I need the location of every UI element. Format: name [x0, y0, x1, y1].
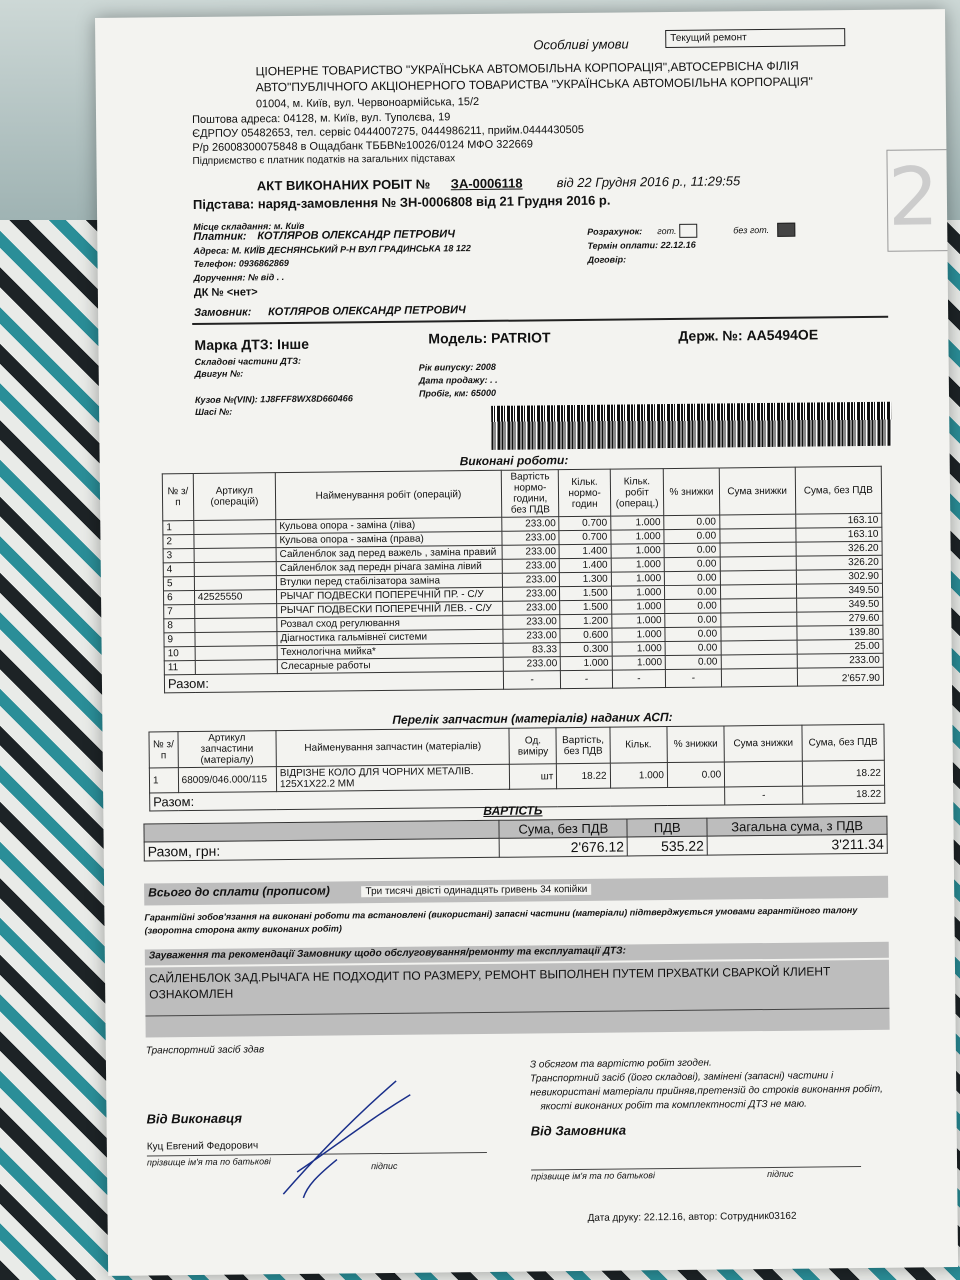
- works-cell: Сайленблок зад перед важель , заміна правий: [276, 545, 502, 561]
- parts-cell: 18.22: [802, 760, 884, 786]
- works-cell: 233.00: [797, 653, 883, 668]
- org-line7: Підприємство є платник податків на загальних підставах: [192, 153, 456, 167]
- works-cell: 0.300: [561, 642, 612, 657]
- works-cell: 233.00: [503, 657, 561, 672]
- remarks-box: [145, 960, 890, 1038]
- works-cell: 326.20: [796, 541, 882, 556]
- act-title: АКТ ВИКОНАНИХ РОБІТ №: [256, 176, 431, 194]
- works-cell: 6: [164, 590, 195, 604]
- works-cell: 1.000: [611, 572, 665, 587]
- works-cell: 233.00: [502, 545, 560, 560]
- works-cell: [720, 542, 796, 557]
- noncash-checkbox: [777, 223, 795, 237]
- works-cell: 326.20: [796, 555, 882, 570]
- warranty-text: Гарантійні зобов'язання на виконані роботи та встановлені (використані) запасні частини (матеріали) підтверджується умовами гарантійного талону (зворотна сторона акту виконаних робіт): [144, 905, 858, 936]
- customer-sign-label: Від Замовника: [530, 1122, 627, 1139]
- words-bar: [144, 876, 888, 906]
- cost-total-label: Разом, грн:: [144, 838, 500, 861]
- works-cell: 1.500: [560, 586, 611, 601]
- vehicle-plate: Держ. №: АА5494ОЕ: [678, 326, 819, 344]
- customer-label: Замовник:: [194, 306, 252, 319]
- works-cell: 139.80: [797, 625, 883, 640]
- works-cell: 0.00: [664, 543, 720, 558]
- works-header-cell: Найменування робіт (операцій): [275, 470, 501, 519]
- works-cell: [720, 584, 796, 599]
- works-cell: 42525550: [194, 590, 276, 605]
- parts-total-label: Разом:: [150, 787, 725, 811]
- works-cell: 0.00: [664, 557, 720, 572]
- works-cell: 233.00: [502, 573, 560, 588]
- works-cell: [194, 534, 276, 549]
- vehicle-parts: Складові частини ДТЗ:: [194, 355, 302, 367]
- vehicle-engine: Двигун №:: [194, 368, 244, 379]
- executor-sign-caption: підпис: [370, 1160, 398, 1172]
- agree-line4: якості виконаних робіт та комплектності ДТЗ не маю.: [540, 1098, 807, 1113]
- works-cell: Технологічна мийка*: [277, 643, 503, 659]
- works-cell: [720, 528, 796, 543]
- works-cell: [720, 612, 796, 627]
- cost-col-grand: Загальна сума, з ПДВ: [707, 816, 887, 836]
- works-cell: [194, 520, 276, 535]
- cost-table: [143, 816, 887, 862]
- works-cell: [720, 570, 796, 585]
- works-cell: 233.00: [502, 517, 560, 532]
- works-cell: [720, 598, 796, 613]
- works-cell: 233.00: [503, 601, 561, 616]
- works-cell: Розвал сход регулювання: [277, 615, 503, 631]
- works-cell: 1.000: [611, 586, 665, 601]
- parts-cell: 1.000: [610, 763, 668, 789]
- works-cell: Втулки перед стабілізатора заміна: [276, 573, 502, 589]
- works-cell: 0.00: [665, 641, 721, 656]
- works-cell: 25.00: [797, 639, 883, 654]
- contract-label: Договір:: [587, 254, 627, 265]
- act-date: від 22 Грудня 2016 р., 11:29:55: [556, 173, 741, 191]
- cost-grand: 3'211.34: [707, 834, 887, 855]
- works-cell: 233.00: [503, 629, 561, 644]
- org-line3: 01004, м. Київ, вул. Червоноармійська, 15/2: [255, 95, 480, 111]
- settlement-label: Розрахунок:: [587, 226, 643, 237]
- org-line1: ЦІОНЕРНЕ ТОВАРИСТВО "УКРАЇНСЬКА АВТОМОБІЛЬНА КОРПОРАЦІЯ",АВТОСЕРВІСНА ФІЛІЯ: [255, 58, 799, 79]
- cost-sum: 2'676.12: [500, 837, 628, 857]
- vehicle-model: Модель: PATRIOT: [428, 329, 551, 347]
- works-cell: 1.500: [560, 600, 611, 615]
- words-value: Три тисячі двісті одинадцять гривень 34 копійки: [361, 884, 591, 897]
- org-line6: Р/р 26008300075848 в Ощадбанк ТББВ№10026/0124 МФО 322669: [192, 138, 534, 154]
- works-cell: 1.000: [612, 614, 666, 629]
- works-total-dash: -: [561, 670, 613, 689]
- works-total-label: Разом:: [164, 671, 503, 693]
- parts-cell: 18.22: [557, 763, 610, 789]
- works-cell: 1.000: [561, 656, 612, 671]
- works-cell: 10: [164, 646, 195, 660]
- works-cell: 0.00: [665, 613, 721, 628]
- works-cell: 1.400: [560, 558, 611, 573]
- parts-header-cell: Сума знижки: [724, 725, 802, 762]
- works-cell: 0.00: [665, 599, 721, 614]
- works-header-cell: № з/п: [162, 473, 193, 520]
- works-cell: 1.000: [612, 642, 666, 657]
- works-cell: 5: [163, 576, 194, 590]
- org-line4: Поштова адреса: 04128, м. Київ, вул. Туполєва, 19: [192, 111, 451, 126]
- parts-cell: шт: [510, 764, 557, 789]
- parts-table: [148, 724, 885, 812]
- works-cell: [195, 646, 277, 661]
- works-cell: [195, 660, 277, 675]
- works-cell: [721, 640, 797, 655]
- vehicle-sale: Дата продажу: . .: [418, 374, 498, 386]
- parts-header-cell: Артикул запчастини (матеріалу): [178, 731, 277, 768]
- act-basis: Підстава: наряд-замовлення № ЗН-0006808 від 21 Грудня 2016 р.: [192, 192, 611, 212]
- works-cell: РЫЧАГ ПОДВЕСКИ ПОПЕРЕЧНІЙ ЛЕВ. - С/У: [277, 601, 503, 617]
- parts-cell: 0.00: [667, 762, 725, 788]
- works-cell: 8: [164, 618, 195, 632]
- works-total-value: 2'657.90: [797, 667, 884, 686]
- works-cell: 11: [164, 660, 195, 674]
- vehicle-make: Марка ДТЗ: Інше: [194, 335, 310, 353]
- works-cell: 0.00: [664, 529, 720, 544]
- works-cell: 3: [163, 548, 194, 562]
- remarks-line2: ОЗНАКОМЛЕН: [149, 986, 234, 1002]
- works-cell: 163.10: [796, 527, 882, 542]
- cash-checkbox: [679, 224, 697, 238]
- barcode: [491, 402, 891, 450]
- works-table: [162, 466, 884, 694]
- works-cell: 1.000: [612, 628, 666, 643]
- parts-header-cell: № з/п: [149, 732, 178, 768]
- payer-label: Платник:: [193, 230, 247, 243]
- works-total-dash: -: [666, 669, 722, 688]
- parts-cell: 1: [149, 768, 178, 793]
- works-cell: 349.50: [796, 597, 882, 612]
- customer-sign-caption: підпис: [767, 1168, 794, 1180]
- works-cell: 233.00: [503, 615, 561, 630]
- works-cell: 1.000: [612, 656, 666, 671]
- handed-label: Транспортний засіб здав: [145, 1044, 265, 1057]
- works-cell: [194, 604, 276, 619]
- works-cell: 2: [163, 534, 194, 548]
- works-cell: 1.000: [611, 558, 665, 573]
- parts-cell: [725, 761, 803, 787]
- corner-stamp: 2: [886, 149, 958, 252]
- remarks-label: Зауваження та рекомендації Замовнику щодо обслуговування/ремонту та експлуатації ДТЗ:: [145, 942, 889, 966]
- parts-header-cell: % знижки: [667, 726, 725, 763]
- words-label: Всього до сплати (прописом): [148, 883, 330, 900]
- works-header-cell: Вартість нормо-години, без ПДВ: [501, 470, 559, 518]
- works-cell: [194, 548, 276, 563]
- parts-header-cell: Вартість, без ПДВ: [556, 727, 610, 764]
- executor-name-caption: прізвище ім'я та по батькові: [146, 1156, 271, 1168]
- works-cell: Кульова опора - заміна (права): [276, 531, 502, 547]
- remarks-line1: САЙЛЕНБЛОК ЗАД.РЫЧАГА НЕ ПОДХОДИТ ПО РАЗМЕРУ, РЕМОНТ ВЫПОЛНЕН ПУТЕМ ПРХВАТКИ СВАРКОЙ КЛИЕНТ: [148, 964, 831, 986]
- works-cell: РЫЧАГ ПОДВЕСКИ ПОПЕРЕЧНІЙ ПР. - С/У: [276, 587, 502, 603]
- conditions-label: Особливі умови: [533, 36, 629, 53]
- customer-name-caption: прізвище ім'я та по батькові: [531, 1170, 656, 1182]
- works-cell: 0.00: [665, 585, 721, 600]
- works-header-cell: % знижки: [663, 468, 719, 516]
- cost-col-sum: Сума, без ПДВ: [499, 819, 627, 838]
- works-cell: Кульова опора - заміна (ліва): [276, 517, 502, 533]
- works-cell: 279.60: [796, 611, 882, 626]
- customer-sign-line: [531, 1166, 861, 1170]
- works-cell: 9: [164, 632, 195, 646]
- executor-name: Куц Евгений Федорович: [146, 1140, 259, 1153]
- cash-label: гот.: [657, 225, 677, 237]
- works-header-cell: Кільк. нормо-годин: [559, 469, 611, 517]
- works-header-row: [162, 466, 881, 521]
- works-cell: 349.50: [796, 583, 882, 598]
- agree-line3: невикористані матеріали прийняв,претензій до строків виконання робіт,: [530, 1083, 883, 1099]
- vehicle-vin: Кузов №(VIN): 1J8FFF8WX8D660466: [194, 393, 353, 405]
- dk-number: ДК № <нет>: [193, 286, 258, 299]
- works-cell: 1.000: [611, 530, 665, 545]
- parts-cell: ВІДРІЗНЕ КОЛО ДЛЯ ЧОРНИХ МЕТАЛІВ. 125X1X22.2 MM: [276, 764, 510, 791]
- works-total-empty: [721, 668, 797, 687]
- vehicle-year: Рік випуску: 2008: [418, 361, 496, 373]
- works-cell: 0.00: [665, 627, 721, 642]
- works-total-dash: -: [503, 671, 561, 690]
- works-cell: 4: [163, 562, 194, 576]
- works-header-cell: Сума, без ПДВ: [795, 466, 882, 514]
- works-cell: [194, 562, 276, 577]
- org-line2: АВТО"ПУБЛІЧНОГО АКЦІОНЕРНОГО ТОВАРИСТВА "УКРАЇНСЬКА АВТОМОБІЛЬНА КОРПОРАЦІЯ": [255, 74, 813, 95]
- works-cell: Сайленблок зад передн рiчага замiна лiвий: [276, 559, 502, 575]
- customer-name: КОТЛЯРОВ ОЛЕКСАНДР ПЕТРОВИЧ: [268, 304, 466, 319]
- parts-header-cell: Найменування запчастин (матеріалів): [276, 728, 510, 766]
- document-sheet: [95, 9, 958, 1276]
- works-cell: 163.10: [795, 513, 881, 528]
- remarks-divider: [145, 1008, 889, 1017]
- works-cell: 1.000: [611, 600, 665, 615]
- payer-name: КОТЛЯРОВ ОЛЕКСАНДР ПЕТРОВИЧ: [257, 228, 456, 243]
- works-cell: 0.00: [664, 515, 720, 530]
- executor-label: Від Виконавця: [146, 1110, 243, 1127]
- vehicle-chassis: Шасі №:: [195, 406, 233, 417]
- works-cell: 1.000: [611, 516, 665, 531]
- payer-phone: Телефон: 0936862869: [193, 257, 289, 269]
- payer-proxy: Доручення: № від . .: [193, 272, 285, 283]
- works-cell: 1.200: [560, 614, 611, 629]
- act-number: ЗА-0006118: [450, 175, 523, 192]
- parts-header-cell: Од. виміру: [509, 728, 556, 764]
- works-cell: 0.700: [559, 516, 610, 531]
- works-header-cell: Кільк. робіт (операц.): [610, 469, 664, 517]
- works-cell: 1.300: [560, 572, 611, 587]
- handwritten-signature: [276, 1075, 417, 1206]
- cost-col-vat: ПДВ: [627, 818, 707, 837]
- works-title: Виконані роботи:: [459, 453, 569, 469]
- works-cell: 1: [163, 520, 194, 534]
- works-cell: 233.00: [502, 587, 560, 602]
- works-header-cell: Сума знижки: [719, 467, 795, 515]
- works-cell: [195, 632, 277, 647]
- works-cell: 0.00: [665, 571, 721, 586]
- works-cell: 0.00: [665, 655, 721, 670]
- parts-header-cell: Сума, без ПДВ: [802, 724, 884, 761]
- works-header-cell: Артикул (операцій): [193, 473, 276, 521]
- parts-title: Перелік запчастин (матеріалів) наданих АСП:: [392, 709, 673, 727]
- works-cell: [720, 556, 796, 571]
- due-date: Термін оплати: 22.12.16: [587, 239, 696, 251]
- works-cell: 0.600: [560, 628, 611, 643]
- place-label: Місце складання: м. Київ: [193, 220, 305, 232]
- cost-title: ВАРТІСТЬ: [483, 803, 543, 818]
- vehicle-mileage: Пробіг, км: 65000: [418, 387, 496, 399]
- works-cell: [719, 514, 795, 529]
- works-cell: Слесарные работы: [277, 657, 503, 673]
- parts-header-cell: Кільк.: [610, 727, 668, 764]
- cost-vat: 535.22: [627, 836, 707, 856]
- parts-total-dash: -: [725, 786, 803, 805]
- works-cell: [194, 576, 276, 591]
- works-cell: 302.90: [796, 569, 882, 584]
- works-cell: 233.00: [502, 559, 560, 574]
- works-cell: [721, 626, 797, 641]
- conditions-value: Текущий ремонт: [665, 28, 845, 48]
- works-cell: 83.33: [503, 643, 561, 658]
- works-total-dash: -: [612, 670, 666, 689]
- parts-total-value: 18.22: [803, 785, 885, 804]
- works-cell: 1.400: [559, 544, 610, 559]
- works-cell: 7: [164, 604, 195, 618]
- parts-cell: 68009/046.000/115: [178, 767, 277, 793]
- agree-line2: Транспортний засіб (його складові), замінені (запасні) частини і: [530, 1070, 834, 1085]
- works-cell: 0.700: [559, 530, 610, 545]
- print-info: Дата друку: 22.12.16, автор: Сотрудник03162: [587, 1210, 797, 1224]
- works-cell: Діагностика гальмівнеї системи: [277, 629, 503, 645]
- org-line5: ЄДРПОУ 05482653, тел. сервіс 0444007275, 0444986211, прийм.0444430505: [192, 123, 584, 140]
- works-cell: 1.000: [611, 544, 665, 559]
- noncash-label: без гот.: [733, 224, 770, 236]
- works-cell: 233.00: [502, 531, 560, 546]
- agree-line1: З обсягом та вартістю робіт згоден.: [529, 1057, 712, 1071]
- works-cell: [721, 654, 797, 669]
- payer-address: Адреса: М. КИЇВ ДЕСНЯНСЬКИЙ Р-Н ВУЛ ГРАДИНСЬКА 18 122: [193, 243, 471, 256]
- works-cell: [195, 618, 277, 633]
